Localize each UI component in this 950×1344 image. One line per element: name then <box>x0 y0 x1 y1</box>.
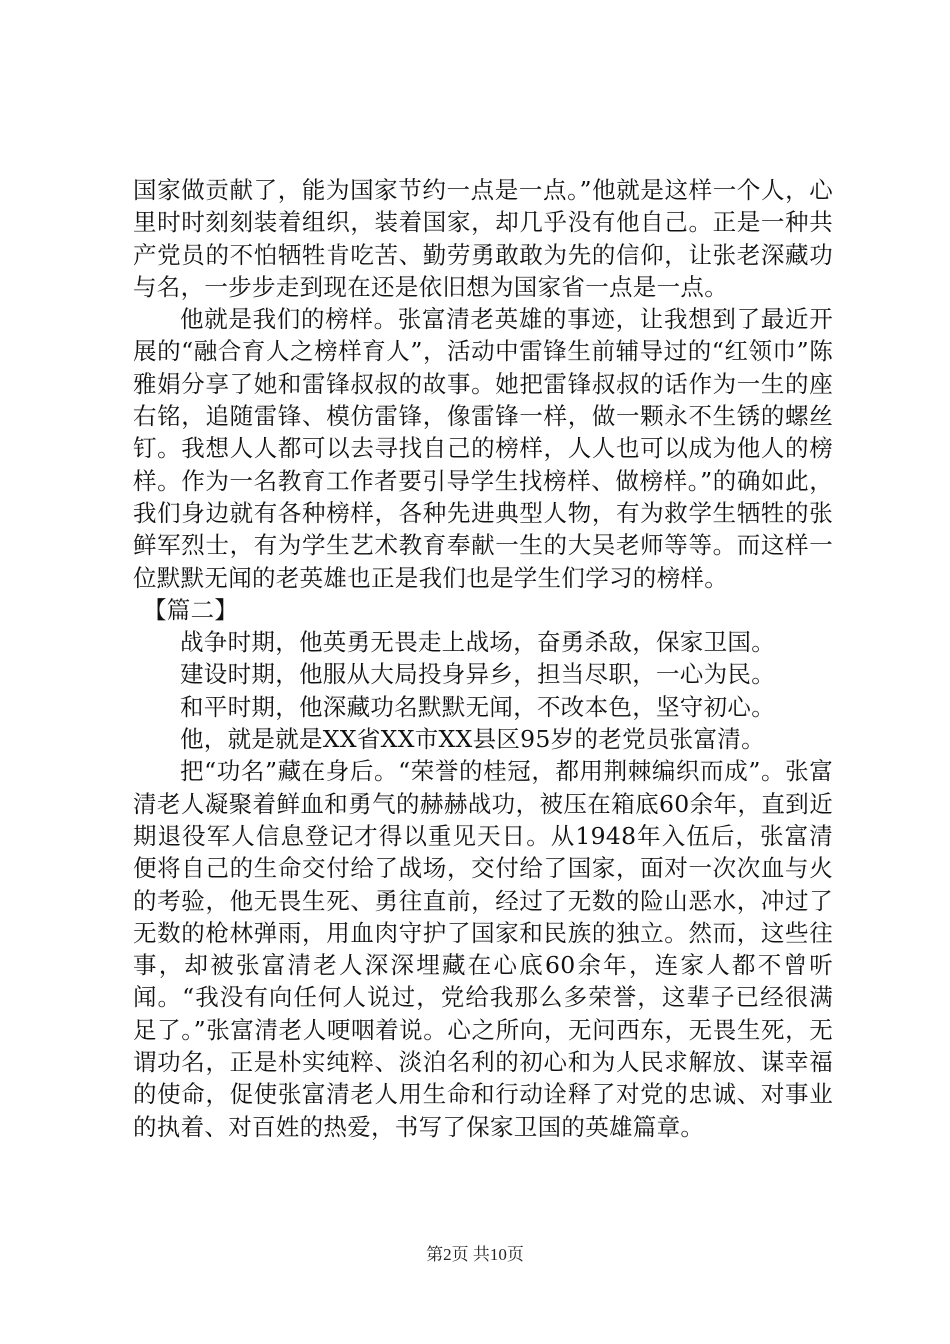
line-construction-period: 建设时期，他服从大局投身异乡，担当尽职，一心为民。 <box>180 660 775 689</box>
page-number-footer: 第2页 共10页 <box>426 1245 524 1264</box>
paragraph-hidden-merit: 把“功名”藏在身后。“荣誉的桂冠，都用荆棘编织而成”。张富清老人凝聚着鲜血和勇气的赫赫战功，被压在箱底60余年，直到近期退役军人信息登记才得以重见天日。从1948年入伍后，张富清便将自己的生命交付给了战场，交付给了国家，面对一次次血与火的考验，他无畏生死、勇往直前，经过了无数的险山恶水，冲过了无数的枪林弹雨，用血肉守护了国家和民族的独立。然而，这些往事，却被张富清老人深深埋藏在心底60余年，连家人都不曾听闻。“我没有向任何人说过，党给我那么多荣誉，这辈子已经很满足了。”张富清老人哽咽着说。心之所向，无问西东，无畏生死，无谓功名，正是朴实纯粹、淡泊名利的初心和为人民求解放、谋幸福的使命，促使张富清老人用生命和行动诠释了对党的忠诚、对事业的执着、对百姓的热爱，书写了保家卫国的英雄篇章。 <box>133 757 833 1141</box>
section-heading: 【篇二】 <box>143 595 239 624</box>
paragraph-role-model: 他就是我们的榜样。张富清老英雄的事迹，让我想到了最近开展的“融合育人之榜样育人”，活动中雷锋生前辅导过的“红领巾”陈雅娟分享了她和雷锋叔叔的故事。她把雷锋叔叔的话作为一生的座右铭，追随雷锋、模仿雷锋，像雷锋一样，做一颗永不生锈的螺丝钉。我想人人都可以去寻找自己的榜样，人人也可以成为他人的榜样。作为一名教育工作者要引导学生找榜样、做榜样。”的确如此，我们身边就有各种榜样，各种先进典型人物，有为救学生牺牲的张鲜军烈士，有为学生艺术教育奉献一生的大吴老师等等。而这样一位默默无闻的老英雄也正是我们也是学生们学习的榜样。 <box>133 305 833 592</box>
line-peace-period: 和平时期，他深藏功名默默无闻，不改本色，坚守初心。 <box>180 692 775 721</box>
line-identity: 他，就是就是XX省XX市XX县区95岁的老党员张富清。 <box>180 725 765 754</box>
line-war-period: 战争时期，他英勇无畏走上战场，奋勇杀敌，保家卫国。 <box>180 628 775 657</box>
document-body <box>133 174 833 1143</box>
paragraph-continuation: 国家做贡献了，能为国家节约一点是一点。”他就是这样一个人，心里时时刻刻装着组织，装着国家，却几乎没有他自己。正是一种共产党员的不怕牺牲肯吃苦、勤劳勇敢敢为先的信仰，让张老深藏功与名，一步步走到现在还是依旧想为国家省一点是一点。 <box>133 176 833 301</box>
